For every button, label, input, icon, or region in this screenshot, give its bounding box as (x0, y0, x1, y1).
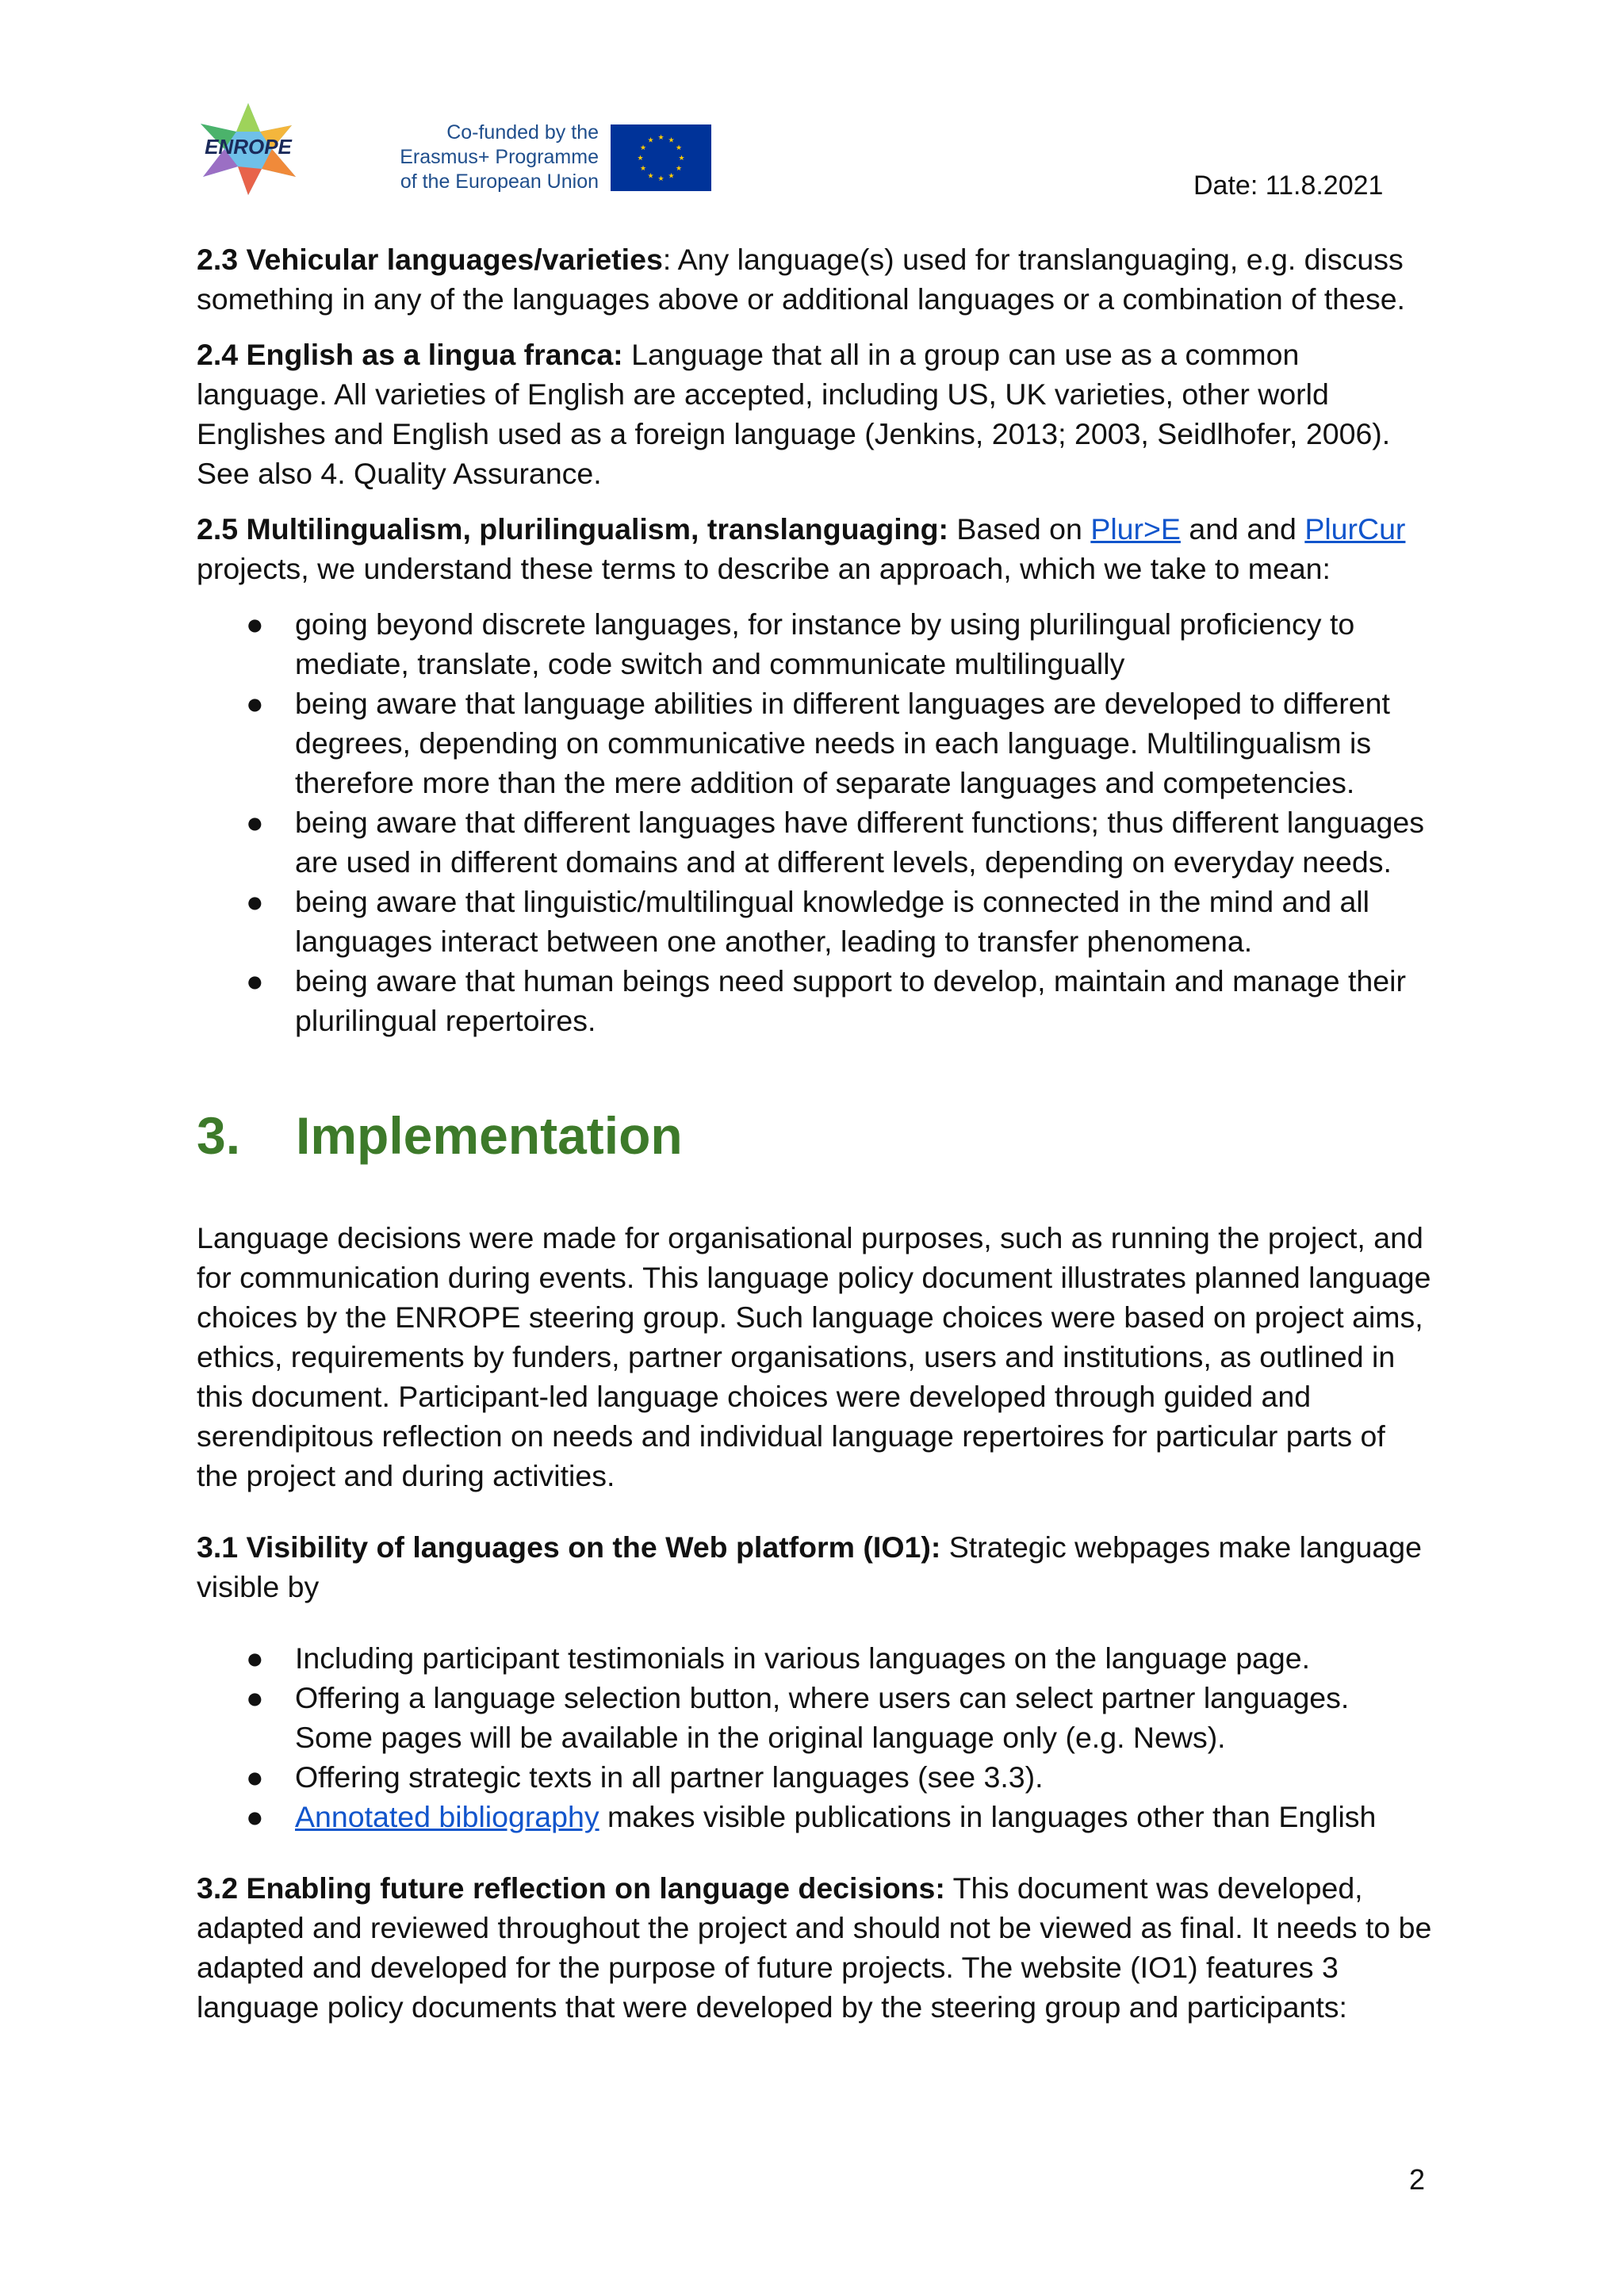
document-date: Date: 11.8.2021 (1193, 170, 1384, 201)
eu-star-icon: ★ (647, 172, 654, 181)
document-body (197, 239, 1434, 2027)
plur-e-link[interactable]: Plur>E (1090, 512, 1181, 546)
annotated-bibliography-link[interactable]: Annotated bibliography (295, 1800, 599, 1833)
list-item: ● being aware that language abilities in different languages are developed to different degrees, depending on communicative needs in each language. Multilingualism is therefore more than the mere addition of separate languages and competencies. (246, 687, 1390, 799)
section-2-3-title: 2.3 Vehicular languages/varieties (197, 243, 663, 276)
eu-star-icon: ★ (647, 136, 654, 145)
eu-star-icon: ★ (678, 155, 685, 163)
list-item: ● Offering a language selection button, where users can select partner languages. Some pages will be available in the original language only (e.g. News). (246, 1681, 1350, 1754)
enrope-logo-text: ENROPE (205, 135, 292, 159)
list-item: ● being aware that different languages have different functions; thus different languages are used in different domains and at different levels, depending on everyday needs. (246, 806, 1424, 879)
section-2-4 (197, 335, 1434, 493)
cofund-line-3: of the European Union (400, 170, 599, 193)
cofund-line-2: Erasmus+ Programme (400, 146, 599, 168)
section-3-1-text: Strategic webpages make language visible by (197, 1530, 1422, 1603)
section-2-4-text: Language that all in a group can use as a common language. All varieties of English are accepted, including US, UK varieties, other world Englishes and English used as a foreign language (Jenkins, 2013; 2003, Seidlhofer, 2006). See also 4. Quality Assurance. (197, 338, 1391, 490)
list-item: ● Annotated bibliography makes visible publications in languages other than English (246, 1800, 1377, 1833)
section-3-1-bullets (197, 1638, 1434, 1836)
enrope-logo (197, 101, 300, 197)
eu-star-icon: ★ (668, 172, 675, 181)
section-2-5-pre: Based on (948, 512, 1091, 546)
eu-star-icon: ★ (639, 144, 647, 152)
section-2-3 (197, 239, 1434, 319)
page-number: 2 (1409, 2163, 1426, 2196)
section-3-title: Implementation (296, 1106, 683, 1165)
eu-star-icon: ★ (639, 165, 647, 173)
eu-star-icon: ★ (637, 155, 644, 163)
list-item: ● Including participant testimonials in various languages on the language page. (246, 1641, 1311, 1675)
section-3-2 (197, 1868, 1434, 2027)
eu-star-icon: ★ (675, 144, 683, 152)
list-item: ● being aware that linguistic/multilingual knowledge is connected in the mind and all languages interact between one another, leading to transfer phenomena. (246, 885, 1369, 958)
eu-flag-icon (611, 124, 711, 191)
eu-star-icon: ★ (657, 134, 665, 142)
section-2-5-post: projects, we understand these terms to describe an approach, which we take to mean: (197, 552, 1331, 585)
section-2-3-text: : Any language(s) used for translanguaging, e.g. discuss something in any of the languages above or additional languages or a combination of these. (197, 243, 1405, 316)
section-3-1 (197, 1527, 1434, 1607)
cofund-line-1: Co-funded by the (446, 121, 599, 144)
section-2-4-title: 2.4 English as a lingua franca: (197, 338, 623, 371)
section-2-5-title: 2.5 Multilingualism, plurilingualism, translanguaging: (197, 512, 949, 546)
section-3-heading (197, 1104, 1434, 1167)
section-2-5 (197, 509, 1434, 588)
section-3-2-text: This document was developed, adapted and reviewed throughout the project and should not be viewed as final. It needs to be adapted and developed for the purpose of future projects. The website (IO1) features 3 language policy documents that were developed by the steering group and participants: (197, 1871, 1432, 2024)
section-2-5-mid: and and (1180, 512, 1305, 546)
eu-star-icon: ★ (675, 165, 683, 173)
section-3-number: 3. (197, 1106, 241, 1165)
section-3-intro: Language decisions were made for organisational purposes, such as running the project, and for communication during events. This language policy document illustrates planned language choices by the ENROPE steering group. Such language choices were based on project aims, ethics, requirements by funders, partner organisations, users and institutions, as outlined in this document. Participant-led language choices were developed through guided and serendipitous reflection on needs and individual language repertoires for particular parts of the project and during activities. (197, 1221, 1431, 1492)
eu-star-icon: ★ (657, 175, 665, 183)
list-item: ● going beyond discrete languages, for instance by using plurilingual proficiency to mediate, translate, code switch and communicate multilingually (246, 607, 1355, 680)
section-3-2-title: 3.2 Enabling future reflection on language decisions: (197, 1871, 945, 1905)
plurcur-link[interactable]: PlurCur (1304, 512, 1406, 546)
cofunded-text (385, 121, 599, 194)
section-2-5-bullets (197, 604, 1434, 1040)
list-item: ● being aware that human beings need support to develop, maintain and manage their plurilingual repertoires. (246, 964, 1406, 1037)
list-item: ● Offering strategic texts in all partner languages (see 3.3). (246, 1760, 1044, 1794)
section-3-1-title: 3.1 Visibility of languages on the Web platform (IO1): (197, 1530, 941, 1564)
eu-star-icon: ★ (668, 136, 675, 145)
